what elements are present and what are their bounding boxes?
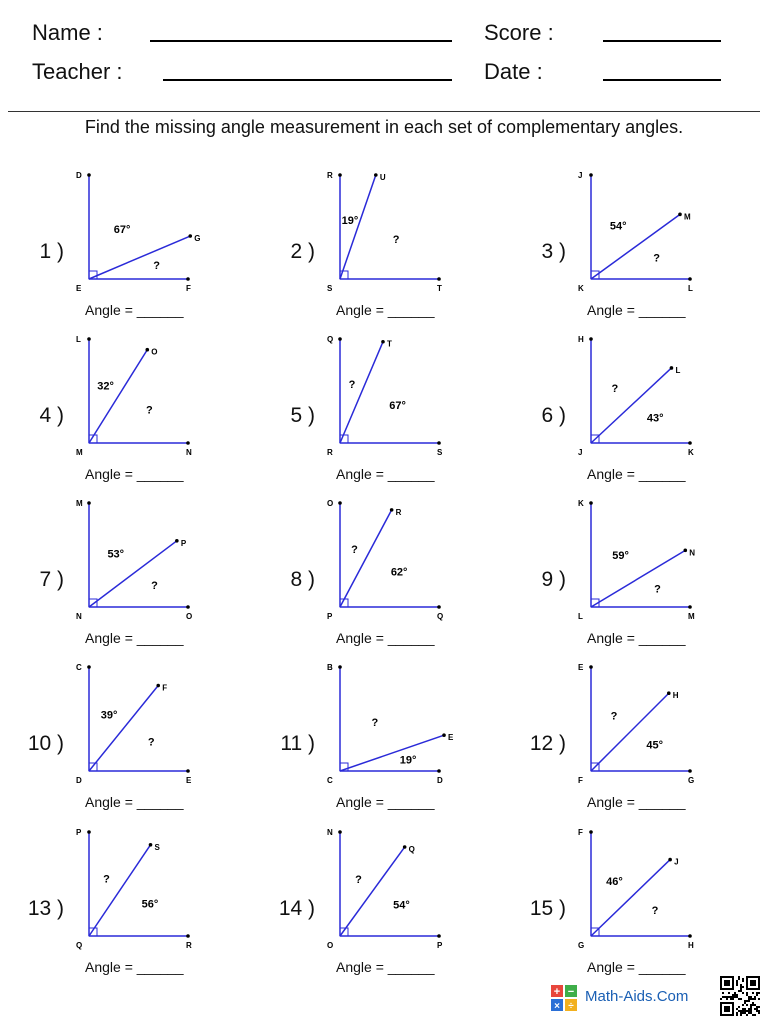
answer-field[interactable]: Angle = ______ bbox=[85, 630, 184, 646]
point-dot bbox=[688, 441, 692, 445]
angle-label-lower: ? bbox=[654, 583, 661, 596]
point-dot bbox=[188, 234, 192, 238]
angle-label-upper: 53° bbox=[107, 548, 125, 561]
point-dot bbox=[338, 173, 342, 177]
problem-number: 14 ) bbox=[278, 897, 315, 920]
point-label-top: Q bbox=[327, 335, 334, 344]
problem-9 bbox=[502, 494, 758, 658]
point-label-vertex: O bbox=[327, 941, 334, 950]
calculator-icon bbox=[551, 985, 577, 1011]
point-label-top: D bbox=[76, 171, 82, 180]
point-dot bbox=[437, 605, 441, 609]
problem-number: 13 ) bbox=[27, 897, 64, 920]
point-dot bbox=[437, 277, 441, 281]
point-label-right: N bbox=[186, 448, 192, 457]
angle-diagram bbox=[0, 166, 256, 298]
qr-code-icon bbox=[720, 976, 760, 1016]
point-label-top: M bbox=[76, 499, 83, 508]
point-label-ray: U bbox=[379, 172, 386, 182]
point-label-top: K bbox=[578, 499, 584, 508]
angle-label-upper: ? bbox=[103, 873, 110, 886]
instructions: Find the missing angle measurement in each set of complementary angles. bbox=[84, 117, 684, 137]
problem-number: 3 ) bbox=[541, 240, 566, 263]
problem-number: 15 ) bbox=[529, 897, 566, 920]
middle-ray bbox=[340, 342, 383, 443]
point-label-ray: G bbox=[194, 234, 201, 244]
point-dot bbox=[186, 441, 190, 445]
problem-7 bbox=[0, 494, 256, 658]
angle-label-lower: ? bbox=[392, 233, 400, 246]
point-label-right: M bbox=[688, 612, 695, 621]
point-dot bbox=[667, 691, 671, 695]
point-label-ray: E bbox=[448, 733, 454, 743]
point-dot bbox=[678, 213, 682, 217]
point-dot bbox=[437, 934, 441, 938]
point-dot bbox=[670, 366, 674, 370]
point-label-ray: H bbox=[672, 691, 679, 701]
point-label-ray: N bbox=[689, 548, 696, 558]
point-dot bbox=[381, 340, 385, 344]
point-label-right: G bbox=[688, 776, 695, 785]
angle-label-lower: ? bbox=[651, 905, 659, 918]
header-divider bbox=[8, 111, 760, 112]
point-label-top: C bbox=[76, 663, 82, 672]
angle-diagram bbox=[502, 494, 758, 626]
point-label-vertex: D bbox=[76, 776, 82, 785]
angle-label-upper: 54° bbox=[609, 220, 627, 233]
angle-label-lower: ? bbox=[653, 252, 660, 265]
angle-diagram bbox=[251, 166, 507, 298]
point-dot bbox=[374, 173, 378, 177]
angle-label-upper: 32° bbox=[97, 380, 114, 393]
point-dot bbox=[403, 845, 407, 849]
problem-13 bbox=[0, 823, 256, 987]
point-dot bbox=[338, 830, 342, 834]
point-dot bbox=[688, 605, 692, 609]
answer-field[interactable]: Angle = ______ bbox=[587, 959, 686, 975]
angle-label-lower: 43° bbox=[646, 412, 664, 425]
problem-3 bbox=[502, 166, 758, 330]
point-label-ray: P bbox=[180, 538, 187, 548]
answer-field[interactable]: Angle = ______ bbox=[85, 959, 184, 975]
point-label-top: N bbox=[327, 828, 333, 837]
point-label-ray: S bbox=[154, 842, 160, 852]
angle-label-upper: ? bbox=[351, 543, 358, 556]
angle-label-lower: ? bbox=[153, 260, 160, 273]
middle-ray bbox=[89, 541, 177, 607]
problem-15 bbox=[502, 823, 758, 987]
problem-10 bbox=[0, 658, 256, 822]
point-dot bbox=[668, 858, 672, 862]
answer-field[interactable]: Angle = ______ bbox=[336, 302, 435, 318]
angle-label-lower: ? bbox=[147, 736, 155, 749]
middle-ray bbox=[340, 735, 444, 771]
problem-8 bbox=[251, 494, 507, 658]
angle-label-lower: 67° bbox=[389, 399, 406, 412]
problem-number: 10 ) bbox=[27, 732, 64, 755]
middle-ray bbox=[591, 368, 671, 443]
point-dot bbox=[145, 348, 149, 352]
angle-diagram bbox=[251, 823, 507, 955]
angle-diagram bbox=[502, 823, 758, 955]
point-dot bbox=[442, 733, 446, 737]
point-label-ray: R bbox=[395, 507, 402, 517]
point-label-right: P bbox=[437, 941, 443, 950]
point-label-vertex: C bbox=[327, 776, 333, 785]
angle-diagram bbox=[502, 166, 758, 298]
middle-ray bbox=[591, 214, 680, 279]
point-label-ray: Q bbox=[408, 845, 415, 855]
angle-label-lower: 62° bbox=[390, 566, 408, 579]
point-dot bbox=[87, 501, 91, 505]
problem-number: 11 ) bbox=[280, 732, 315, 755]
point-dot bbox=[186, 934, 190, 938]
angle-label-upper: 19° bbox=[341, 214, 359, 227]
point-label-vertex: J bbox=[578, 448, 583, 457]
point-label-right: H bbox=[688, 941, 694, 950]
point-dot bbox=[688, 277, 692, 281]
point-dot bbox=[589, 501, 593, 505]
point-dot bbox=[156, 684, 160, 688]
point-dot bbox=[149, 843, 153, 847]
svg-text:×: × bbox=[554, 1001, 560, 1011]
point-dot bbox=[688, 769, 692, 773]
problem-1 bbox=[0, 166, 256, 330]
date-field[interactable] bbox=[603, 79, 721, 81]
problem-12 bbox=[502, 658, 758, 822]
point-dot bbox=[186, 605, 190, 609]
point-label-top: L bbox=[76, 335, 81, 344]
point-label-vertex: K bbox=[578, 284, 584, 293]
point-dot bbox=[437, 441, 441, 445]
svg-text:+: + bbox=[553, 986, 561, 998]
point-label-right: T bbox=[437, 284, 442, 293]
angle-label-upper: 46° bbox=[606, 875, 623, 888]
angle-label-upper: ? bbox=[611, 382, 619, 395]
point-label-right: O bbox=[186, 612, 193, 621]
point-label-vertex: L bbox=[578, 612, 583, 621]
angle-diagram bbox=[502, 658, 758, 790]
problem-2 bbox=[251, 166, 507, 330]
brand-link[interactable]: Math-Aids.Com bbox=[585, 988, 689, 1005]
date-label: Date : bbox=[484, 59, 543, 84]
point-label-top: E bbox=[578, 663, 584, 672]
answer-field[interactable]: Angle = ______ bbox=[587, 794, 686, 810]
point-label-vertex: Q bbox=[76, 941, 83, 950]
point-label-top: B bbox=[327, 663, 333, 672]
middle-ray bbox=[89, 350, 147, 443]
point-dot bbox=[87, 830, 91, 834]
score-label: Score : bbox=[484, 20, 554, 45]
point-dot bbox=[589, 665, 593, 669]
angle-diagram bbox=[502, 330, 758, 462]
problem-number: 1 ) bbox=[39, 240, 64, 263]
problem-number: 7 ) bbox=[39, 568, 64, 591]
point-dot bbox=[589, 337, 593, 341]
point-dot bbox=[338, 501, 342, 505]
point-label-ray: J bbox=[674, 857, 679, 867]
middle-ray bbox=[89, 845, 151, 936]
angle-label-lower: 19° bbox=[399, 754, 417, 767]
point-dot bbox=[683, 549, 687, 553]
answer-field[interactable]: Angle = ______ bbox=[336, 794, 435, 810]
problem-number: 4 ) bbox=[39, 404, 64, 427]
angle-label-lower: 54° bbox=[393, 899, 410, 912]
angle-label-lower: 45° bbox=[646, 739, 664, 752]
point-label-top: J bbox=[578, 171, 583, 180]
answer-field[interactable]: Angle = ______ bbox=[336, 466, 435, 482]
point-label-ray: O bbox=[151, 347, 158, 357]
angle-label-upper: 67° bbox=[113, 223, 131, 236]
middle-ray bbox=[591, 693, 669, 771]
name-field[interactable] bbox=[150, 40, 452, 42]
angle-label-upper: ? bbox=[371, 717, 379, 730]
point-dot bbox=[589, 173, 593, 177]
point-label-top: O bbox=[327, 499, 334, 508]
svg-text:÷: ÷ bbox=[568, 1001, 574, 1011]
angle-diagram bbox=[0, 494, 256, 626]
angle-label-upper: ? bbox=[348, 379, 356, 392]
angle-label-lower: ? bbox=[151, 580, 158, 593]
answer-field[interactable]: Angle = ______ bbox=[587, 630, 686, 646]
name-label: Name : bbox=[32, 20, 103, 45]
angle-label-lower: ? bbox=[145, 404, 153, 417]
point-label-vertex: P bbox=[327, 612, 333, 621]
answer-field[interactable]: Angle = ______ bbox=[336, 630, 435, 646]
point-label-vertex: F bbox=[578, 776, 583, 785]
angle-label-upper: ? bbox=[355, 873, 362, 886]
point-dot bbox=[437, 769, 441, 773]
problem-number: 6 ) bbox=[541, 404, 566, 427]
point-dot bbox=[688, 934, 692, 938]
point-label-right: S bbox=[437, 448, 443, 457]
problem-5 bbox=[251, 330, 507, 494]
angle-diagram bbox=[251, 494, 507, 626]
point-label-ray: M bbox=[683, 212, 691, 222]
point-dot bbox=[390, 508, 394, 512]
problem-number: 5 ) bbox=[290, 404, 315, 427]
problem-number: 9 ) bbox=[541, 568, 566, 591]
problem-number: 8 ) bbox=[290, 568, 315, 591]
point-label-vertex: S bbox=[327, 284, 333, 293]
point-label-right: K bbox=[688, 448, 694, 457]
answer-field[interactable]: Angle = ______ bbox=[587, 302, 686, 318]
angle-diagram bbox=[0, 658, 256, 790]
point-label-right: F bbox=[186, 284, 191, 293]
point-label-right: Q bbox=[437, 612, 444, 621]
answer-field[interactable]: Angle = ______ bbox=[336, 959, 435, 975]
point-label-vertex: E bbox=[76, 284, 82, 293]
point-dot bbox=[338, 665, 342, 669]
answer-field[interactable]: Angle = ______ bbox=[85, 302, 184, 318]
middle-ray bbox=[591, 860, 670, 936]
point-label-vertex: N bbox=[76, 612, 82, 621]
point-label-top: H bbox=[578, 335, 584, 344]
point-dot bbox=[186, 277, 190, 281]
point-label-vertex: G bbox=[578, 941, 585, 950]
angle-label-upper: 39° bbox=[100, 709, 118, 722]
point-label-ray: T bbox=[386, 339, 392, 349]
problem-number: 2 ) bbox=[290, 240, 315, 263]
point-label-right: D bbox=[437, 776, 443, 785]
point-label-ray: F bbox=[162, 683, 168, 693]
point-dot bbox=[175, 539, 179, 543]
angle-diagram bbox=[251, 658, 507, 790]
answer-field[interactable]: Angle = ______ bbox=[85, 466, 184, 482]
middle-ray bbox=[340, 847, 405, 936]
angle-diagram bbox=[0, 330, 256, 462]
middle-ray bbox=[591, 550, 685, 607]
point-dot bbox=[338, 337, 342, 341]
point-label-top: F bbox=[578, 828, 583, 837]
point-label-vertex: M bbox=[76, 448, 83, 457]
teacher-field[interactable] bbox=[163, 79, 452, 81]
middle-ray bbox=[89, 686, 158, 771]
point-dot bbox=[186, 769, 190, 773]
problem-6 bbox=[502, 330, 758, 494]
teacher-label: Teacher : bbox=[32, 59, 123, 84]
point-label-top: R bbox=[327, 171, 333, 180]
angle-label-lower: 56° bbox=[141, 898, 159, 911]
point-dot bbox=[87, 173, 91, 177]
problem-4 bbox=[0, 330, 256, 494]
problem-14 bbox=[251, 823, 507, 987]
middle-ray bbox=[340, 510, 392, 607]
middle-ray bbox=[89, 236, 190, 279]
problem-number: 12 ) bbox=[529, 732, 566, 755]
problem-11 bbox=[251, 658, 507, 822]
point-dot bbox=[87, 337, 91, 341]
angle-diagram bbox=[251, 330, 507, 462]
point-label-right: E bbox=[186, 776, 192, 785]
angle-diagram bbox=[0, 823, 256, 955]
point-label-right: L bbox=[688, 284, 693, 293]
point-dot bbox=[87, 665, 91, 669]
answer-field[interactable]: Angle = ______ bbox=[85, 794, 184, 810]
svg-text:−: − bbox=[567, 986, 575, 998]
answer-field[interactable]: Angle = ______ bbox=[587, 466, 686, 482]
angle-label-upper: 59° bbox=[612, 549, 629, 562]
score-field[interactable] bbox=[603, 40, 721, 42]
point-label-ray: L bbox=[675, 365, 681, 375]
point-label-right: R bbox=[186, 941, 192, 950]
point-dot bbox=[589, 830, 593, 834]
angle-label-upper: ? bbox=[610, 710, 618, 723]
point-label-vertex: R bbox=[327, 448, 333, 457]
point-label-top: P bbox=[76, 828, 82, 837]
middle-ray bbox=[340, 175, 376, 279]
